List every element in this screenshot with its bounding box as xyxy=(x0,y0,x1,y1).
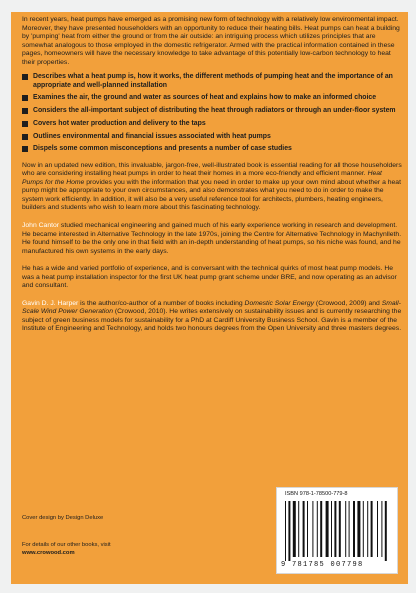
list-item: Examines the air, the ground and water as sources of heat and explains how to make an informed choice xyxy=(22,94,402,103)
publisher-details xyxy=(22,542,111,557)
list-item: Describes what a heat pump is, how it works, the different methods of pumping heat and the importance of an appropriate and well-planned installation xyxy=(22,73,402,90)
bullet-square-icon xyxy=(22,121,28,127)
book-title: Heat Pumps for the Home xyxy=(22,170,382,186)
author-name: Gavin D. J. Harper xyxy=(22,299,79,307)
barcode-icon xyxy=(285,501,389,561)
edition-paragraph: Now in an updated new edition, this invaluable, jargon-free, well-illustrated book is essential reading for all those householders who are considering installing heat pumps in order to heat their homes in a more eco-friendly and efficient manner. Heat Pumps for the Home provides you with the information that you need in order to make up your own mind about whether a heat pump might be appropriate to your own circumstances, and also demonstrates what you need to do in order to make the system work efficiently. In addition, it will also be a very useful reference tool for architects, plumbers, heating engineers, builders and students who wish to learn more about this fascinating technology. xyxy=(22,161,402,212)
list-item: Covers hot water production and delivery to the taps xyxy=(22,120,402,129)
intro-paragraph: In recent years, heat pumps have emerged as a promising new form of technology with a relatively low environmental impact. Moreover, they have presented householders with an opportunity to reduce their heating bills. Heat pumps can heat a building by 'pumping' heat from either the ground or from the air outside: an intriguing process which utilizes principles that are somewhat analogous to those employed in the domestic refrigerator. Armed with the practical information contained in these pages, homeowners will have the necessary knowledge to take advantage of this potentially low-carbon technology to heat their properties. xyxy=(22,16,400,66)
cover-design-credit: Cover design by Design Deluxe xyxy=(22,515,104,521)
isbn-label: ISBN 978-1-78500-779-8 xyxy=(285,491,348,497)
author1-bio: John Cantor studied mechanical engineering and gained much of his early experience working in research and development. He became interested in Alternative Technology in the late 1970s, joining the Centre for Alternative Technology in Machynlleth. He found himself to be the only one in that field with an in-depth understanding of heat pumps, so his niche was found, and he manufactured his own systems in the early days. xyxy=(22,222,402,255)
website-link[interactable]: www.crowood.com xyxy=(22,549,75,556)
back-cover xyxy=(11,12,408,584)
bullet-square-icon xyxy=(22,74,28,80)
list-item: Dispels some common misconceptions and presents a number of case studies xyxy=(22,145,402,154)
author2-bio: Gavin D. J. Harper is the author/co-author of a number of books including Domestic Solar Energy (Crowood, 2009) and Small-Scale Wind Power Generation (Crowood, 2010). He writes extensively on sustainability issues and is currently researching the subject of green business models for sustainability for a PhD at Cardiff University Business School. Gavin is a member of the Institute of Engineering and Technology, and holds two honours degrees from the Open University and three masters degrees. xyxy=(22,299,402,333)
barcode-panel xyxy=(276,487,398,574)
author-name: John Cantor xyxy=(22,222,60,229)
bullet-square-icon xyxy=(22,108,28,114)
barcode-digits: 9 781785 007798 xyxy=(281,561,364,569)
bullet-square-icon xyxy=(22,146,28,152)
bullet-square-icon xyxy=(22,134,28,140)
list-item: Considers the all-important subject of distributing the heat through radiators or through an under-floor system xyxy=(22,107,402,116)
details-text: For details of our other books, visit xyxy=(22,542,111,548)
author1-bio-continued: He has a wide and varied portfolio of experience, and is conversant with the technical quirks of most heat pump models. He was a heat pump installation inspector for the first UK heat pump grant scheme under BRE, and now operating as an advisor and consultant. xyxy=(22,265,397,290)
bullet-square-icon xyxy=(22,95,28,101)
list-item: Outlines environmental and financial issues associated with heat pumps xyxy=(22,133,402,142)
cover-text xyxy=(22,16,402,339)
feature-list xyxy=(22,73,402,153)
